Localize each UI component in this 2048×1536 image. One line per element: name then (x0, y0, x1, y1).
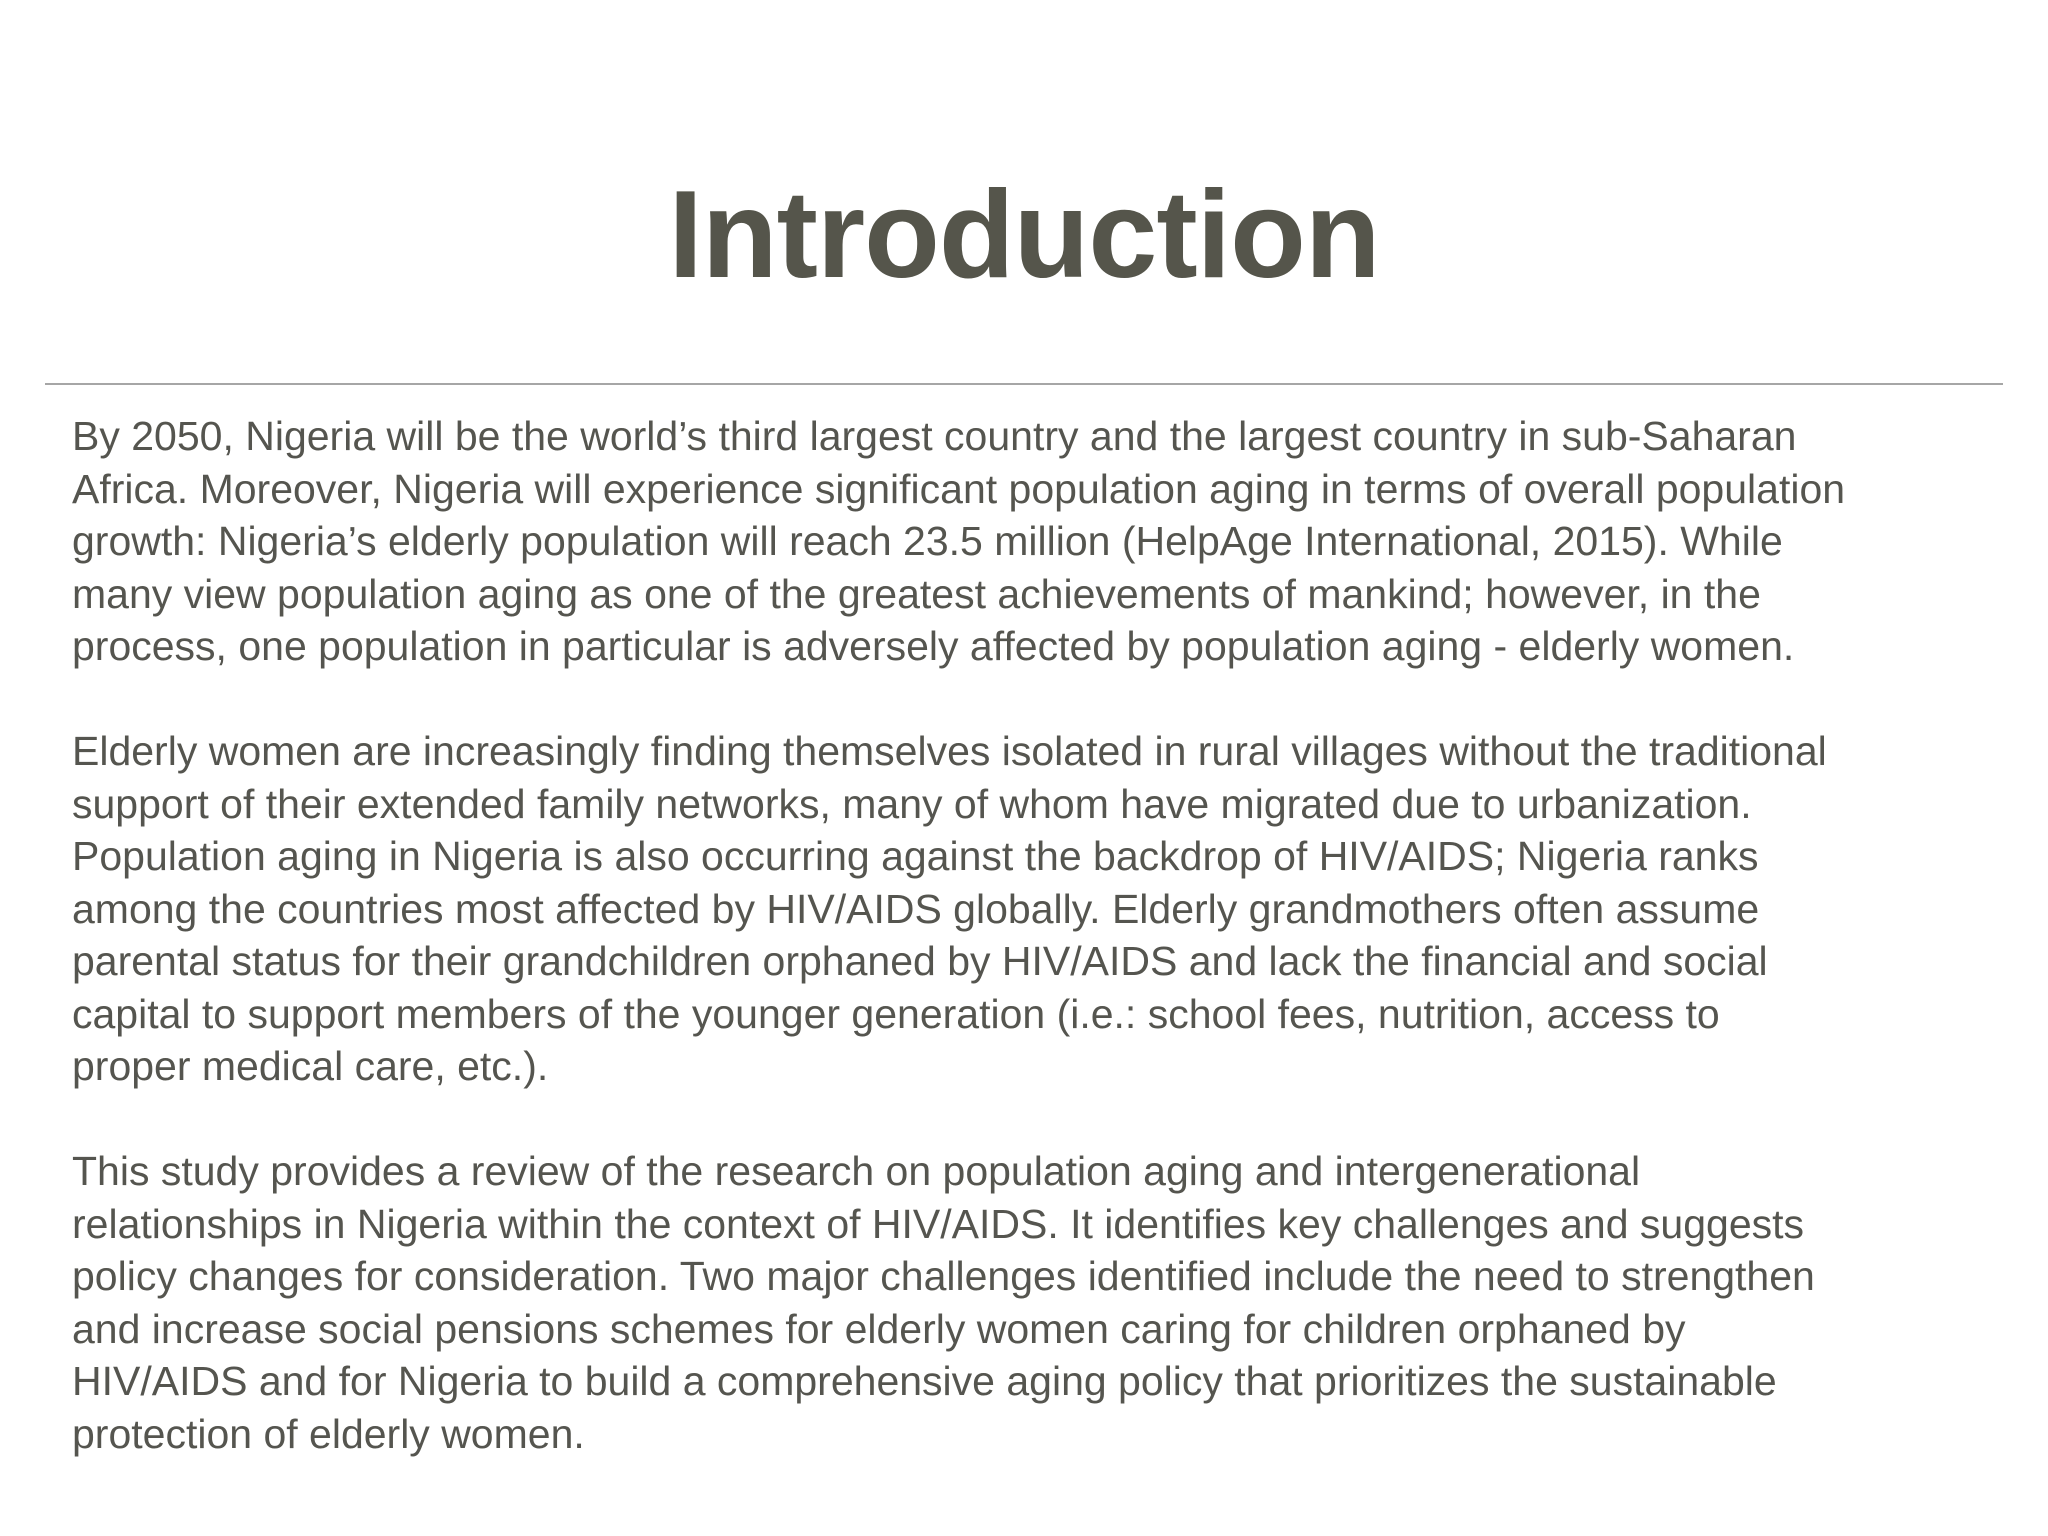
slide-title: Introduction (668, 166, 1380, 304)
title-divider (45, 383, 2003, 385)
paragraph-elderly-women: Elderly women are increasingly finding themselves isolated in rural villages without the traditional support of their extended family networks, many of whom have migrated due to urbanization. Population aging in Nigeria is also occurring against the backdrop of HIV/AIDS; Nigeria ranks among the countries most affected by HIV/AIDS globally. Elderly grandmothers often assume parental status for their grandchildren orphaned by HIV/AIDS and lack the financial and social capital to support members of the younger generation (i.e.: school fees, nutrition, access to proper medical care, etc.). (72, 728, 1827, 1089)
slide-body (72, 410, 2012, 1513)
paragraph-study-summary: This study provides a review of the research on population aging and intergenerational relationships in Nigeria within the context of HIV/AIDS. It identifies key challenges and suggests policy changes for consideration. Two major challenges identified include the need to strengthen and increase social pensions schemes for elderly women caring for children orphaned by HIV/AIDS and for Nigeria to build a comprehensive aging policy that prioritizes the sustainable protection of elderly women. (72, 1148, 1815, 1457)
paragraph-intro: By 2050, Nigeria will be the world’s third largest country and the largest country in sub-Saharan Africa. Moreover, Nigeria will experience significant population aging in terms of overall population growth: Nigeria’s elderly population will reach 23.5 million (HelpAge International, 2015). While many view population aging as one of the greatest achievements of mankind; however, in the process, one population in particular is adversely affected by population aging - elderly women. (72, 413, 1846, 669)
